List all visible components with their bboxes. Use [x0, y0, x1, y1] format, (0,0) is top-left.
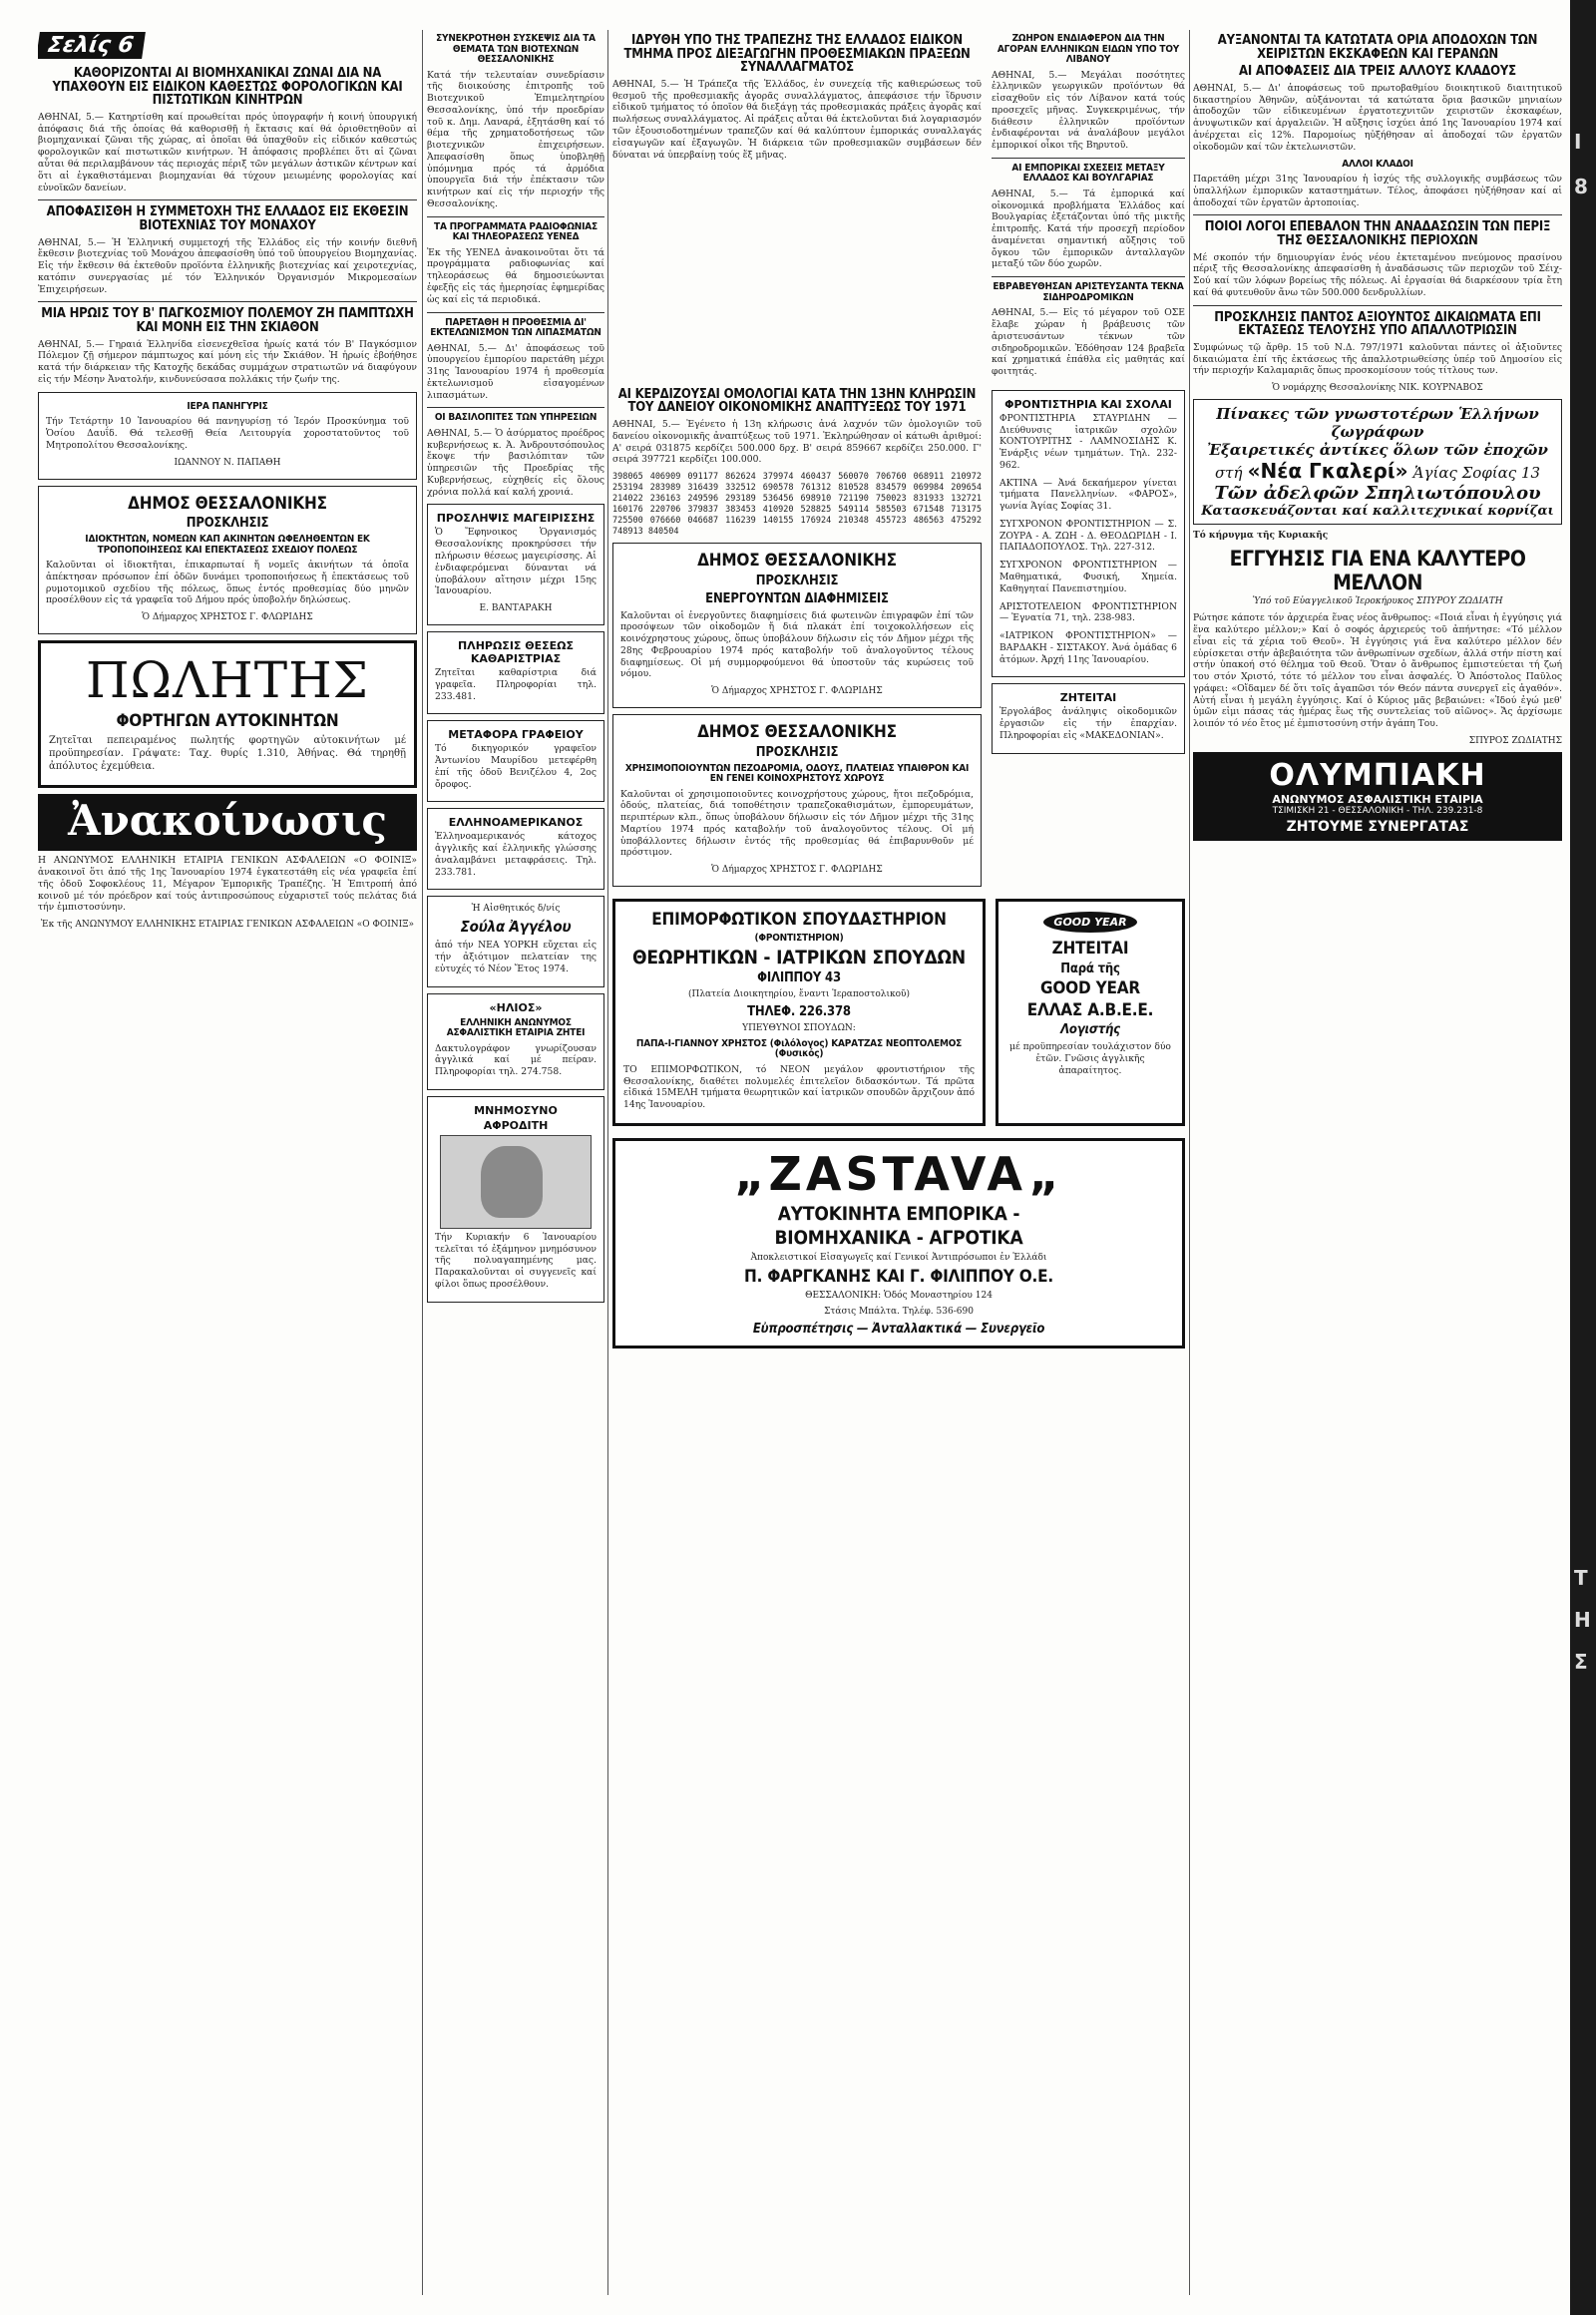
- article-title: ΠΑΡΕΤΑΘΗ Η ΠΡΟΘΕΣΜΙΑ ΔΙ' ΕΚΤΕΛΩΝΙΣΜΟΝ ΤΩΝ ΛΙΠΑΣΜΑΤΩΝ: [430, 316, 601, 339]
- ad-title: ΖΗΤΕΙΤΑΙ: [1051, 939, 1129, 960]
- list-item: ΣΥΓΧΡΟΝΟΝ ΦΡΟΝΤΙΣΤΗΡΙΟΝ — Σ. ΖΟΥΡΑ - Α. ΖΩΗ - Δ. ΘΕΟΔΩΡΙΔΗ - Ι. ΠΑΠΑΔΟΠΟΥΛΟΣ. Τηλ. 227-312.: [999, 518, 1177, 554]
- ad-zastava: [612, 1138, 1185, 1349]
- gallery-line: Πίνακες τῶν γνωστοτέρων Ἑλλήνων ζωγράφων: [1216, 405, 1539, 442]
- notice-dimos-1: [612, 543, 982, 708]
- ad-metafora: [427, 720, 604, 802]
- notice-body: Καλοῦνται οἱ ἐνεργοῦντες διαφημίσεις διά φωτεινῶν ἐπιγραφῶν ἐπί τῶν προσόψεων τῶν οἰκοδομῶν ἤ διά πλακάτ ἐπί τοιχοκολλήσεων εἰς κοινόχρηστους χώρους, ὅπως ὑποβάλουν δήλωσιν εἰς τόν Δῆμον μέχρι τῆς 28ης Φεβρουαρίου 1974 πρός καταβολήν τοῦ ἀναλογοῦντος τέλους διαφημίσεως. Οἱ μή συμμορφούμενοι θά ὑποστοῦν τάς κυρώσεις τοῦ νόμου.: [620, 609, 974, 680]
- right-stack: [992, 384, 1185, 893]
- article-body: ΑΘΗΝΑΙ, 5.— Ἡ Τράπεζα τῆς Ἑλλάδος, ἐν συνεχείᾳ τῆς καθιερώσεως τοῦ θεσμοῦ τῆς προθεσμιακῆς ἀγορᾶς συναλλάγματος, ἀπεφάσισε τήν ἵδρυσιν εἰδικοῦ τμήματος τό ὁποῖον θά διεξάγῃ τάς προθεσμιακάς πράξεις ἀγορᾶς καί πωλήσεως συναλλάγματος. Αἱ πράξεις αὗται θά ἐκτελοῦνται διά λογαριασμόν τῶν ἐξουσιοδοτημένων τραπεζῶν καί θά καλύπτουν ἐμπορικάς συναλλαγάς εἰσαγωγῶν καί ἐξαγωγῶν. Ἡ διάρκεια τῶν προθεσμιακῶν συμβάσεων δέν δύναται νά ὑπερβαίνῃ τούς ἕξ μῆνας.: [612, 78, 982, 161]
- goodyear-logo: GOOD YEAR: [1043, 912, 1136, 933]
- ad-body: Τήν Κυριακήν 6 Ἰανουαρίου τελεῖται τό ἑξάμηνον μνημόσυνον τῆς πολυαγαπημένης μας. Παρακαλοῦνται οἱ συγγενεῖς καί φίλοι ὅπως προσέλθουν.: [435, 1231, 597, 1290]
- ad-title: ΙΕΡΑ ΠΑΝΗΓΥΡΙΣ: [187, 400, 268, 412]
- ad-body: Ζητεῖται καθαρίστρια διά γραφεῖα. Πληροφορίαι τηλ. 233.481.: [435, 667, 597, 702]
- ad-body: Ἑλληνοαμερικανός κάτοχος ἀγγλικῆς καί ἑλληνικῆς γλώσσης ἀναλαμβάνει μεταφράσεις. Τηλ. 233.781.: [435, 831, 597, 878]
- ad-title: Ἡ Αἰσθητικός δ/νίς: [471, 904, 561, 915]
- ad-subtitle: ΦΟΡΤΗΓΩΝ ΑΥΤΟΚΙΝΗΤΩΝ: [116, 711, 339, 732]
- article-title: ΕΒΡΑΒΕΥΘΗΣΑΝ ΑΡΙΣΤΕΥΣΑΝΤΑ ΤΕΚΝΑ ΣΙΔΗΡΟΔΡΟΜΙΚΩΝ: [993, 281, 1184, 303]
- column-4: [1193, 30, 1562, 2295]
- adjacent-page-edge: [1570, 0, 1596, 2315]
- article-body: Παρετάθη μέχρι 31ης Ἰανουαρίου ἡ ἰσχύς τῆς συλλογικῆς συμβάσεως τῶν ὑπαλλήλων ἐμπορικῶν καταστημάτων. Τέλος, ἀποφάσει ηὐξήθησαν καί αἱ ἀποδοχαί τῶν ἐργατῶν ἀρτοποιίας.: [1193, 174, 1562, 208]
- article-body: ΑΘΗΝΑΙ, 5.— Δι' ἀποφάσεως τοῦ ὑπουργείου ἐμπορίου παρετάθη μέχρι 31ης Ἰανουαρίου 1974 ἡ προθεσμία ἐκτελωνισμοῦ εἰσαγομένων λιπασμάτων.: [427, 342, 604, 401]
- ad-signature: Ε. ΒΑΝΤΑΡΑΚΗ: [479, 603, 553, 614]
- portrait-image: [440, 1135, 592, 1229]
- ad-address-2: (Πλατεία Διοικητηρίου, ἔναντι Ἱεραποστολικοῦ): [687, 989, 911, 1000]
- column-rule: [1189, 30, 1190, 2295]
- column-3: [612, 30, 1185, 2295]
- notice-subtitle: ΠΡΟΣΚΛΗΣΙΣ: [186, 516, 269, 532]
- ad-panigyris: [38, 392, 417, 480]
- divider: [992, 158, 1185, 159]
- ad-line: Ἀποκλειστικοί Εἰσαγωγεῖς καί Γενικοί Ἀντιπρόσωποι ἐν Ἑλλάδι: [750, 1252, 1047, 1263]
- notice-signature: Ὁ Δήμαρχος ΧΡΗΣΤΟΣ Γ. ΦΛΩΡΙΔΗΣ: [711, 865, 883, 876]
- list-item: ΣΥΓΧΡΟΝΟΝ ΦΡΟΝΤΙΣΤΗΡΙΟΝ — Μαθηματικά, Φυσική, Χημεία. Καθηγηταί Πανεπιστημίου.: [999, 560, 1177, 594]
- ad-address: ΤΣΙΜΙΣΚΗ 21 - ΘΕΣΣΑΛΟΝΙΚΗ - ΤΗΛ. 239.231-8: [1272, 805, 1483, 816]
- bank-article: [612, 30, 982, 384]
- notice-title: ΔΗΜΟΣ ΘΕΣΣΑΛΟΝΙΚΗΣ: [697, 551, 897, 572]
- article-title: ΟΙ ΒΑΣΙΛΟΠΙΤΕΣ ΤΩΝ ΥΠΗΡΕΣΙΩΝ: [434, 412, 598, 424]
- ad-names: ΠΑΠΑ-Ι-ΓΙΑΝΝΟΥ ΧΡΗΣΤΟΣ (Φιλόλογος) ΚΑΡΑΤΖΑΣ ΝΕΟΠΤΟΛΕΜΟΣ (Φυσικός): [635, 1037, 963, 1060]
- ad-anakoinosis-body: Η ΑΝΩΝΥΜΟΣ ΕΛΛΗΝΙΚΗ ΕΤΑΙΡΙΑ ΓΕΝΙΚΩΝ ΑΣΦΑΛΕΙΩΝ «Ο ΦΟΙΝΙΞ» ἀνακοινοῖ ὅτι ἀπό τῆς 1ης Ἰανουαρίου 1974 ἐγκατεστάθη εἰς νέα γραφεῖα ἐπί τῆς ὁδοῦ Σοφοκλέους 11, Μέγαρον Ἐμπορικῆς Τραπέζης. Ἡ Ἐπιτροπή ἀπό κοινοῦ μέ τόν πρόεδρον καί τούς ἀντιπροσώπους εὐχαριστεῖ τούς πελάτας διά τήν ἐμπιστοσύνην.: [38, 855, 417, 914]
- sermon-kicker: Τό κήρυγμα τῆς Κυριακῆς: [1193, 531, 1329, 542]
- edge-char: Σ: [1574, 1650, 1588, 1674]
- divider: [1193, 214, 1562, 215]
- article-title: ΚΑΘΟΡΙΖΟΝΤΑΙ ΑΙ ΒΙΟΜΗΧΑΝΙΚΑΙ ΖΩΝΑΙ ΔΙΑ ΝΑ ΥΠΑΧΘΟΥΝ ΕΙΣ ΕΙΔΙΚΟΝ ΚΑΘΕΣΤΩΣ ΦΟΡΟΛΟΓΙΚΩΝ ΚΑΙ ΠΙΣΤΩΤΙΚΩΝ ΚΙΝΗΤΡΩΝ: [52, 66, 403, 109]
- article-title: ΜΙΑ ΗΡΩΙΣ ΤΟΥ Β' ΠΑΓΚΟΣΜΙΟΥ ΠΟΛΕΜΟΥ ΖΗ ΠΑΜΠΤΩΧΗ ΚΑΙ ΜΟΝΗ ΕΙΣ ΤΗΝ ΣΚΙΑΘΟΝ: [41, 306, 414, 336]
- divider: [427, 216, 604, 217]
- bottom-row: [612, 893, 1185, 1132]
- ad-katharistria: [427, 631, 604, 714]
- edge-char: Η: [1574, 1608, 1591, 1632]
- ad-mnimosyno: [427, 1096, 604, 1303]
- article-body: ΑΘΗΝΑΙ, 5.— Δι' ἀποφάσεως τοῦ πρωτοβαθμίου διοικητικοῦ διαιτητικοῦ δικαστηρίου Ἀθηνῶν, αὐξάνονται τά κατώτατα ὅρια βασικῶν μηνιαίων ἀποδοχῶν τῶν εἰδικευμένων ἐργατοτεχνιτῶν χειριστῶν ἐκσκαφέων, ἀνυψωτικῶν καί ἀργαλειῶν. Ἡ αὔξησις ἰσχύει ἀπό 1ης Ἰανουαρίου 1974 καί ἀνέρχεται εἰς 12%. Παρομοίως ηὐξήθησαν αἱ ἀποδοχαί τῶν ἐργατῶν οἰκοδομῶν καί τῶν ἐκτελωνιστῶν.: [1193, 82, 1562, 153]
- section-title: ΦΡΟΝΤΙΣΤΗΡΙΑ ΚΑΙ ΣΧΟΛΑΙ: [1004, 397, 1172, 411]
- notice-subtitle-2: ΕΝΕΡΓΟΥΝΤΩΝ ΔΙΑΦΗΜΙΣΕΙΣ: [705, 590, 889, 606]
- ad-title: ΜΕΤΑΦΟΡΑ ΓΡΑΦΕΙΟΥ: [448, 728, 584, 742]
- ad-epimorfotikon: [612, 899, 986, 1126]
- ad-title: ΖΗΤΕΙΤΑΙ: [1059, 691, 1117, 705]
- list-item: ΦΡΟΝΤΙΣΤΗΡΙΑ ΣΤΑΥΡΙΔΗΝ — Διεύθυνσις ἰατρικῶν σχολῶν ΚΟΝΤΟΥΡΙΤΗΣ - ΛΑΜΝΟΣΙΔΗΣ Κ. Ἐνάρξις νέων τμημάτων. Τηλ. 232-962.: [999, 412, 1177, 471]
- edge-char: Ι: [1574, 130, 1582, 154]
- notice-subtitle-2: ΙΔΙΟΚΤΗΤΩΝ, ΝΟΜΕΩΝ ΚΑΠ ΑΚΙΝΗΤΩΝ ΩΦΕΛΗΘΕΝΤΩΝ ΕΚ ΤΡΟΠΟΠΟΙΗΣΕΩΣ ΚΑΙ ΕΠΕΚΤΑΣΕΩΣ ΣΧΕΔΙΟΥ ΠΟΛΕΩΣ: [85, 534, 370, 556]
- notice-subtitle: ΠΡΟΣΚΛΗΣΙΣ: [755, 574, 839, 589]
- article-subhead: ΑΛΛΟΙ ΚΛΑΔΟΙ: [1342, 158, 1413, 170]
- lottery-numbers: 398065 406909 091177 862624 379974 460437 560070 706760 068911 210972 253194 283989 316439 332512 690578 761312 810528 834579 069984 209654 214022 236163 249596 293189 536456 698910 721190 750023 831933 132721 160176 220706 379837 383453 410920 528825 549114 585503 671548 713175 725500 076660 046687 116239 140155 176924 210348 455723 486563 475292 748913 840504: [612, 472, 982, 537]
- ad-phone: ΤΗΛΕΦ. 226.378: [747, 1004, 851, 1020]
- article-body: Κατά τήν τελευταίαν συνεδρίασιν τῆς διοικούσης ἐπιτροπῆς τοῦ Βιοτεχνικοῦ Ἐπιμελητηρίου Θεσσαλονίκης, ὑπό τήν προεδρίαν τοῦ κ. Δημ. Λαναρά, ἐξητάσθη καί τό θέμα τῆς χρηματοδοτήσεως τῶν βιοτεχνικῶν ἐπιχειρήσεων. Ἀπεφασίσθη ὅπως ὑποβληθῇ ὑπόμνημα πρός τά ἁρμόδια ὑπουργεῖα διά τήν ἐπέκτασιν τῶν κινήτρων καί εἰς τήν περιοχήν τῆς Θεσσαλονίκης.: [427, 69, 604, 209]
- column-rule: [607, 30, 608, 2295]
- ad-subtitle: ΕΛΛΗΝΙΚΗ ΑΝΩΝΥΜΟΣ ΑΣΦΑΛΙΣΤΙΚΗ ΕΤΑΙΡΙΑ ΖΗΤΕΙ: [446, 1016, 586, 1038]
- notice-subtitle: ΠΡΟΣΚΛΗΣΙΣ: [755, 744, 839, 760]
- frontistiria-box: [992, 390, 1185, 678]
- ad-body: Τήν Τετάρτην 10 Ἰανουαρίου θά πανηγυρίσῃ τό Ἱερόν Προσκύνημα τοῦ Ὁσίου Δαυΐδ. Θά τελεσθῇ Θεία Λειτουργία χοροστατοῦντος τοῦ Μητροπολίτου Θεσσαλονίκης.: [46, 416, 409, 451]
- notice-body: Καλοῦνται οἱ χρησιμοποιοῦντες κοινοχρήστους χώρους, ἤτοι πεζοδρόμια, ὁδούς, πλατείας, διά τοποθέτησιν τραπεζοκαθισμάτων, ἐμπορευμάτων, περιπτέρων κλπ., ὅπως ὑποβάλουν δήλωσιν εἰς τόν Δῆμον μέχρι τῆς 31ης Μαρτίου 1974 πρός καταβολήν τοῦ ἀναλογοῦντος τέλους. Οἱ μή ὑποβάλλοντες δήλωσιν ἐντός τῆς προθεσμίας θά ἐπιβαρυνθοῦν μέ πρόστιμον.: [620, 788, 974, 859]
- olympiaki-logo: ΟΛΥΜΠΙΑΚΗ: [1269, 757, 1486, 793]
- ad-subtitle-2: ΘΕΩΡΗΤΙΚΩΝ - ΙΑΤΡΙΚΩΝ ΣΠΟΥΔΩΝ: [632, 946, 966, 968]
- ad-subtitle: ΑΝΩΝΥΜΟΣ ΑΣΦΑΛΙΣΤΙΚΗ ΕΤΑΙΡΙΑ: [1272, 792, 1483, 806]
- ad-line: ΒΙΟΜΗΧΑΝΙΚΑ - ΑΓΡΟΤΙΚΑ: [774, 1226, 1023, 1249]
- ad-body: Ὁ Ἔφηνοικος Ὁργανισμός Θεσσαλονίκης προκηρύσσει τήν πλήρωσιν θέσεως μαγειρίσσης. Αἱ ἐνδιαφερόμεναι δύνανται νά ὑποβάλουν αἴτησιν μέχρι 15ης Ἰανουαρίου.: [435, 527, 597, 597]
- ad-body: ΤΟ ΕΠΙΜΟΡΦΩΤΙΚΟΝ, τό ΝΕΟΝ μεγάλον φροντιστήριον τῆς Θεσσαλονίκης, διαθέτει πολυμελές ἐπιτελεῖον διδασκόντων. Τά πρῶτα εἰδικά 15ΜΕΛΗ τμήματα θεωρητικῶν καί ἰατρικῶν σπουδῶν ἄρχιζουν ἀπό 14ης Ἰανουαρίου.: [623, 1063, 975, 1111]
- divider: [427, 312, 604, 313]
- gallery-line: [1201, 459, 1554, 483]
- ad-olympiaki: [1193, 752, 1562, 841]
- article-body: ΑΘΗΝΑΙ, 5.— Τά ἐμπορικά καί οἰκονομικά προβλήματα Ἑλλάδος καί Βουλγαρίας ἐξετάζονται ὑπό τῆς μικτῆς ἐπιτροπῆς. Κατά τήν προσεχῆ περίοδον ἀναμένεται σημαντική αὔξησις τοῦ ὄγκου τῶν ἐμπορικῶν ἀνταλλαγῶν μεταξύ τῶν δύο χωρῶν.: [992, 188, 1185, 270]
- article-title: ΑΥΞΑΝΟΝΤΑΙ ΤΑ ΚΑΤΩΤΑΤΑ ΟΡΙΑ ΑΠΟΔΟΧΩΝ ΤΩΝ ΧΕΙΡΙΣΤΩΝ ΕΚΣΚΑΦΕΩΝ ΚΑΙ ΓΕΡΑΝΩΝ: [1217, 33, 1538, 62]
- ad-line: ΘΕΣΣΑΛΟΝΙΚΗ: Ὁδός Μοναστηρίου 124: [805, 1290, 993, 1301]
- ad-signature: ΙΩΑΝΝΟΥ Ν. ΠΑΠΑΘΗ: [174, 457, 281, 468]
- column-rule: [422, 30, 423, 2295]
- ad-line: Λογιστής: [1060, 1022, 1120, 1038]
- article-body: ΑΘΗΝΑΙ, 5.— Ἐγένετο ἡ 13η κλήρωσις ἀνά λαχνόν τῶν ὁμολογιῶν τοῦ δανείου οἰκονομικῆς ἀναπτύξεως τοῦ 1971. Ἐκληρώθησαν οἱ κάτωθι ἀριθμοί: Α' σειρά 031875 κερδίζει 500.000 δρχ. Β' σειρά 859667 κερδίζει 250.000. Γ' σειρά 397721 κερδίζει 100.000.: [612, 419, 982, 466]
- article-body: ΑΘΗΝΑΙ, 5.— Γηραιά Ἑλληνίδα εἰσενεχθεῖσα ἡρωίς κατά τόν Β' Παγκόσμιον Πόλεμον ζῇ σήμερον πάμπτωχος καί μόνη εἰς τήν Σκιάθον. Ἡ ἡρωίς ἐβοήθησε κατά τήν διάρκειαν τῆς Κατοχῆς δεκάδας συμμάχων στρατιωτῶν νά διαφύγουν εἰς τήν Μέσην Ἀνατολήν, κινδυνεύσασα πολλάκις τήν ζωήν της.: [38, 338, 417, 385]
- sermon-title: ΕΓΓΥΗΣΙΣ ΓΙΑ ΕΝΑ ΚΑΛΥΤΕΡΟ ΜΕΛΛΟΝ: [1229, 547, 1526, 595]
- article-body: Ἐκ τῆς ΥΕΝΕΔ ἀνακοινοῦται ὅτι τά προγράμματα ραδιοφωνίας καί τηλεοράσεως θά δημοσιεύωνται ἐφεξῆς εἰς τάς ἡμερησίας ἐφημερίδας ὡς καί εἰς τά περιοδικά.: [427, 246, 604, 305]
- ad-title: «ΗΛΙΟΣ»: [489, 1000, 543, 1014]
- article-body: ΑΘΗΝΑΙ, 5.— Εἰς τό μέγαρον τοῦ ΟΣΕ ἔλαβε χώραν ἡ βράβευσις τῶν ἀριστευσάντων τέκνων τῶν σιδηροδρομικῶν. Ἐδόθησαν 124 βραβεῖα καί χρηματικά ἐπάθλα εἰς μαθητάς καί φοιτητάς.: [992, 307, 1185, 378]
- ad-body: Τό δικηγορικόν γραφεῖον Ἀντωνίου Μαυρίδου μετεφέρθη ἐπί τῆς ὁδοῦ Βενιζέλου 4, 2ος ὄροφος.: [435, 743, 597, 790]
- zastava-logo: „ZASTAVA„: [734, 1146, 1063, 1201]
- divider: [992, 276, 1185, 277]
- notice-body: Καλοῦνται οἱ ἰδιοκτῆται, ἐπικαρπωταί ἤ νομεῖς ἀκινήτων τά ὁποῖα ἀπέκτησαν πρόσωπον ἐπί ὁδῶν δυνάμει τροποποιήσεως ἤ ἐπεκτάσεως τοῦ ρυμοτομικοῦ σχεδίου τῆς πόλεως, ὅπως ἐντός προθεσμίας δύο μηνῶν προσέλθουν εἰς τά γραφεῖα τοῦ Δήμου πρός ὑποβολήν δηλώσεως.: [46, 560, 409, 606]
- notice-dimos: [38, 486, 417, 635]
- article-body: ΑΘΗΝΑΙ, 5.— Μεγάλαι ποσότητες ἑλληνικῶν γεωργικῶν προϊόντων θά εἰσαχθοῦν εἰς τόν Λίβανον κατά τούς προσεχεῖς μῆνας. Συγκεκριμένως, τήν διάθεσιν ἑλληνικῶν προϊόντων ἐνδιαφέρονται νά ἀναλάβουν μεγάλοι ἐμπορικοί οἶκοι τῆς Βηρυτοῦ.: [992, 69, 1185, 152]
- ad-polites: [38, 640, 417, 788]
- ad-gallery: [1193, 399, 1562, 525]
- ad-name: ΑΦΡΟΔΙΤΗ: [483, 1118, 549, 1132]
- article-title: ΠΟΙΟΙ ΛΟΓΟΙ ΕΠΕΒΑΛΟΝ ΤΗΝ ΑΝΑΔΑΣΩΣΙΝ ΤΩΝ ΠΕΡΙΞ ΤΗΣ ΘΕΣΣΑΛΟΝΙΚΗΣ ΠΕΡΙΟΧΩΝ: [1204, 219, 1551, 248]
- left-stack: [612, 384, 982, 893]
- divider: [427, 407, 604, 408]
- article-body: ΑΘΗΝΑΙ, 5.— Ἡ Ἑλληνική συμμετοχή τῆς Ἑλλάδος εἰς τήν κοινήν διεθνῆ ἔκθεσιν βιοτεχνίας τοῦ Μονάχου ἀπεφασίσθη ὑπό τοῦ ὑπουργείου Βιομηχανίας. Εἰς τήν ἔκθεσιν θά ἐκτεθοῦν προϊόντα ἑλληνικῆς βιοτεχνίας καί χειροτεχνίας, κατόπιν συνεργασίας μέ τόν Ἑλληνικόν Ὀργανισμόν Μικρομεσαίων Ἐπιχειρήσεων.: [38, 236, 417, 295]
- gallery-word: στή: [1214, 464, 1243, 483]
- sermon-byline: Ὑπό τοῦ Εὐαγγελικοῦ Ἱεροκήρυκος ΣΠΥΡΟΥ ΖΩΔΙΑΤΗ: [1252, 596, 1503, 607]
- column-1: [38, 30, 417, 2295]
- list-item: ΑΡΙΣΤΟΤΕΛΕΙΟΝ ΦΡΟΝΤΙΣΤΗΡΙΟΝ — Ἐγνατία 71, τηλ. 238-983.: [999, 600, 1177, 624]
- ad-ellinoamerikanos: [427, 808, 604, 890]
- divider: [38, 301, 417, 302]
- notice-title: ΠΡΟΣΚΛΗΣΙΣ ΠΑΝΤΟΣ ΑΞΙΟΥΝΤΟΣ ΔΙΚΑΙΩΜΑΤΑ ΕΠΙ ΕΚΤΑΣΕΩΣ ΤΕΛΟΥΣΗΣ ΥΠΟ ΑΠΑΛΛΟΤΡΙΩΣΙΝ: [1214, 309, 1541, 339]
- sermon-body: Ρώτησε κάποτε τόν ἀρχιερέα ἕνας νέος ἄνθρωπος: «Ποιά εἶναι ἡ ἐγγύησις γιά ἕνα καλύτερο μέλλον;» Καί ὁ σοφός ἀρχιερεύς τοῦ ἀπήντησε: «Τό μέλλον εἶναι εἰς τά χέρια τοῦ Θεοῦ». Ἡ ἐγγύησις γιά ἕνα καλύτερο μέλλον δέν εὑρίσκεται στήν ἀβεβαιότητα τῶν ἀνθρωπίνων σχεδίων, ἀλλά στήν πίστη καί στήν ὑπακοή στό θέλημα τοῦ Θεοῦ. Ὅταν ὁ ἄνθρωπος ἐμπιστεύεται τή ζωή του στόν Χριστό, τότε τό μέλλον του εἶναι ἀσφαλές. Ὁ Ἀπόστολος Παῦλος γράφει: «Οἴδαμεν δέ ὅτι τοῖς ἀγαπῶσι τόν Θεόν πάντα συνεργεῖ εἰς ἀγαθόν». Αὐτή εἶναι ἡ μεγάλη ἐγγύησις. Καί ὁ Κύριος μᾶς βεβαιώνει: «Ἰδού ἐγώ μεθ' ὑμῶν εἰμι πάσας τάς ἡμέρας ἕως τῆς συντελείας τοῦ αἰῶνος». Ἄς ἀρχίσωμε λοιπόν τό νέο ἔτος μέ ἐμπιστοσύνη στήν ἀγάπη Του.: [1193, 612, 1562, 730]
- article-title: ΤΑ ΠΡΟΓΡΑΜΜΑΤΑ ΡΑΔΙΟΦΩΝΙΑΣ ΚΑΙ ΤΗΛΕΟΡΑΣΕΩΣ ΥΕΝΕΔ: [434, 220, 598, 243]
- article-body: ΑΘΗΝΑΙ, 5.— Κατηρτίσθη καί προωθείται πρός ὑπογραφήν ἡ κοινή ὑπουργική ἀπόφασις διά τῆς ὁποίας θά καθορισθῇ ἡ ἔκτασις καί θά ὁριοθετηθοῦν αἱ βιομηχανικαί ζῶναι τῆς χώρας, αἱ ὁποῖαι θά ὑπαχθοῦν εἰς εἰδικόν καθεστώς φορολογικῶν καί πιστωτικῶν κινήτρων. Ἡ ἀπόφασις προβλέπει ὅτι αἱ ζῶναι αὗται θά περιλαμβάνουν τάς περιοχάς πέριξ τῶν μεγάλων ἀστικῶν κέντρων καί ὅτι αἱ ἐγκαθιστάμεναι βιομηχανίαι θά τύχουν μειωμένης φορολογίας καί εὐνοϊκῶν δανείων.: [38, 111, 417, 193]
- ad-line: ΑΥΤΟΚΙΝΗΤΑ ΕΜΠΟΡΙΚΑ -: [777, 1202, 1020, 1225]
- ad-cta: ΖΗΤΟΥΜΕ ΣΥΝΕΡΓΑΤΑΣ: [1286, 818, 1469, 835]
- ad-resp-label: ΥΠΕΥΘΥΝΟΙ ΣΠΟΥΔΩΝ:: [742, 1022, 856, 1033]
- notice-dimos-2: [612, 714, 982, 887]
- divider: [1193, 305, 1562, 306]
- gallery-name: «Νέα Γκαλερί»: [1247, 459, 1408, 484]
- notice-signature: Ὁ Δήμαρχος ΧΡΗΣΤΟΣ Γ. ΦΛΩΡΙΔΗΣ: [142, 612, 313, 623]
- ad-title: ΕΛΛΗΝΟΑΜΕΡΙΚΑΝΟΣ: [448, 816, 584, 830]
- notice-title: ΔΗΜΟΣ ΘΕΣΣΑΛΟΝΙΚΗΣ: [128, 493, 327, 514]
- gallery-address: Ἁγίας Σοφίας 13: [1412, 464, 1541, 483]
- ad-title: ΠΛΗΡΩΣΙΣ ΘΕΣΕΩΣ ΚΑΘΑΡΙΣΤΡΙΑΣ: [457, 639, 575, 666]
- article-title: ΣΥΝΕΚΡΟΤΗΘΗ ΣΥΣΚΕΨΙΣ ΔΙΑ ΤΑ ΘΕΜΑΤΑ ΤΩΝ ΒΙΟΤΕΧΝΩΝ ΘΕΣΣΑΛΟΝΙΚΗΣ: [436, 33, 596, 65]
- ad-line: GOOD YEAR: [1040, 977, 1140, 998]
- ad-name: Σούλα Ἀγγέλου: [460, 918, 572, 937]
- side-articles: [992, 30, 1185, 384]
- article-title: ΑΠΟΦΑΣΙΣΘΗ Η ΣΥΜΜΕΤΟΧΗ ΤΗΣ ΕΛΛΑΔΟΣ ΕΙΣ ΕΚΘΕΣΙΝ ΒΙΟΤΕΧΝΙΑΣ ΤΟΥ ΜΟΝΑΧΟΥ: [46, 204, 409, 233]
- ad-goodyear: [996, 899, 1185, 1126]
- edge-char: 8: [1574, 175, 1588, 198]
- notice-signature: Ὁ Δήμαρχος ΧΡΗΣΤΟΣ Γ. ΦΛΩΡΙΔΗΣ: [711, 686, 883, 697]
- ad-line: Π. ΦΑΡΓΚΑΝΗΣ ΚΑΙ Γ. ΦΙΛΙΠΠΟΥ Ο.Ε.: [743, 1266, 1054, 1287]
- gallery-line: Κατασκευάζονται καί καλλιτεχνικαί κορνίζαι: [1201, 504, 1554, 520]
- notice-subtitle-2: ΧΡΗΣΙΜΟΠΟΙΟΥΝΤΩΝ ΠΕΖΟΔΡΟΜΙΑ, ΟΔΟΥΣ, ΠΛΑΤΕΙΑΣ ΥΠΑΙΘΡΟΝ ΚΑΙ ΕΝ ΓΕΝΕΙ ΚΟΙΝΟΧΡΗΣΤΟΥΣ ΧΩΡΟΥΣ: [624, 762, 970, 785]
- ad-body: Δακτυλογράφον γνωρίζουσαν ἀγγλικά καί μέ πείραν. Πληροφορίαι τηλ. 274.758.: [435, 1042, 597, 1078]
- ad-aisthitikos: [427, 896, 604, 986]
- ad-body: μέ προϋπηρεσίαν τουλάχιστον δύο ἐτῶν. Γνῶσις ἀγγλικῆς ἀπαραίτητος.: [1009, 1041, 1171, 1076]
- notice-signature: Ὁ νομάρχης Θεσσαλονίκης ΝΙΚ. ΚΟΥΡΝΑΒΟΣ: [1272, 383, 1483, 394]
- article-subtitle: ΑΙ ΑΠΟΦΑΣΕΙΣ ΔΙΑ ΤΡΕΙΣ ΑΛΛΟΥΣ ΚΛΑΔΟΥΣ: [1239, 64, 1516, 80]
- article-title: ΑΙ ΚΕΡΔΙΖΟΥΣΑΙ ΟΜΟΛΟΓΙΑΙ ΚΑΤΑ ΤΗΝ 13ΗΝ ΚΛΗΡΩΣΙΝ ΤΟΥ ΔΑΝΕΙΟΥ ΟΙΚΟΝΟΜΙΚΗΣ ΑΝΑΠΤΥΞΕΩΣ ΤΟΥ 1971: [617, 386, 977, 416]
- ad-zitite: [992, 683, 1185, 753]
- gallery-line: Ἐξαιρετικές ἀντίκες ὅλων τῶν ἐποχῶν: [1207, 441, 1548, 460]
- ad-body: Ζητεῖται πεπειραμένος πωλητής φορτηγῶν αὐτοκινήτων μέ προϋπηρεσίαν. Γράψατε: Ταχ. θυρίς 1.310, Ἀθήνας. Θά τηρηθῇ ἀπόλυτος ἐχεμύθεια.: [49, 734, 406, 772]
- ad-title: ΠΡΟΣΛΗΨΙΣ ΜΑΓΕΙΡΙΣΣΗΣ: [436, 512, 596, 526]
- article-body: Μέ σκοπόν τήν δημιουργίαν ἑνός νέου ἐκτεταμένου πνεύμονος πρασίνου πέριξ τῆς Θεσσαλονίκης ἀπεφασίσθη ἡ ἀναδάσωσις τῶν περιοχῶν τοῦ Σέιχ-Σού καί τῶν λόφων βορείως τῆς πόλεως. Αἱ ἐργασίαι θά διαρκέσουν τρία ἔτη καί θά φυτευθοῦν ἄνω τῶν 500.000 δενδρυλλίων.: [1193, 251, 1562, 298]
- ad-line: ΕΛΛΑΣ Α.Β.Ε.Ε.: [1026, 999, 1154, 1020]
- ad-mageirissa: [427, 504, 604, 625]
- ad-address: ΦΙΛΙΠΠΟΥ 43: [757, 970, 841, 986]
- article-title: ΙΔΡΥΘΗ ΥΠΟ ΤΗΣ ΤΡΑΠΕΖΗΣ ΤΗΣ ΕΛΛΑΔΟΣ ΕΙΔΙΚΟΝ ΤΜΗΜΑ ΠΡΟΣ ΔΙΕΞΑΓΩΓΗΝ ΠΡΟΘΕΣΜΙΑΚΩΝ ΠΡΑΞΕΩΝ ΣΥΝΑΛΛΑΓΜΑΤΟΣ: [623, 33, 971, 76]
- article-title: ΖΩΗΡΟΝ ΕΝΔΙΑΦΕΡΟΝ ΔΙΑ ΤΗΝ ΑΓΟΡΑΝ ΕΛΛΗΝΙΚΩΝ ΕΙΔΩΝ ΥΠΟ ΤΟΥ ΛΙΒΑΝΟΥ: [997, 33, 1180, 65]
- ad-anakoinosis-signature: Ἐκ τῆς ΑΝΩΝΥΜΟΥ ΕΛΛΗΝΙΚΗΣ ΕΤΑΙΡΙΑΣ ΓΕΝΙΚΩΝ ΑΣΦΑΛΕΙΩΝ «Ο ΦΟΙΝΙΞ»: [40, 920, 415, 931]
- ad-anakoinosis-title: Ἀνακοίνωσις: [38, 794, 417, 851]
- ad-subtitle: (ΦΡΟΝΤΙΣΤΗΡΙΟΝ): [754, 933, 844, 945]
- ad-title: ΠΩΛΗΤΗΣ: [85, 651, 370, 710]
- ad-ilios: [427, 993, 604, 1090]
- ad-body: ἀπό τήν ΝΕΑ ΥΟΡΚΗ εὔχεται εἰς τήν ἀξιότιμον πελατείαν της εὐτυχές τό Νέον Ἔτος 1974.: [435, 940, 597, 974]
- ad-body: Ἐργολάβος ἀνάληψις οἰκοδομικῶν ἐργασιῶν εἰς τήν ἐπαρχίαν. Πληροφορίαι εἰς «ΜΑΚΕΔΟΝΙΑΝ».: [999, 706, 1177, 741]
- ad-line: Εὐπροσπέτησις — Ἀνταλλακτικά — Συνεργεῖο: [752, 1321, 1045, 1337]
- ad-line: Στάσις Μπάλτα. Τηλέφ. 536-690: [824, 1306, 974, 1317]
- top-row: [612, 30, 1185, 384]
- page-logo: Σελίς 6: [38, 32, 146, 59]
- article-title: ΑΙ ΕΜΠΟΡΙΚΑΙ ΣΧΕΣΕΙΣ ΜΕΤΑΞΥ ΕΛΛΑΔΟΣ ΚΑΙ ΒΟΥΛΓΑΡΙΑΣ: [1011, 162, 1165, 185]
- list-item: «ΙΑΤΡΙΚΟΝ ΦΡΟΝΤΙΣΤΗΡΙΟΝ» — ΒΑΡΔΑΚΗ - ΣΙΣΤΑΚΟΥ. Ἀνά ὁμάδας 6 ἀτόμων. Ἀρχή 11ης Ἰανουαρίου.: [999, 630, 1177, 665]
- ad-line: Παρά τῆς: [1060, 962, 1120, 977]
- column-2: [427, 30, 604, 2295]
- sermon-signature: ΣΠΥΡΟΣ ΖΩΔΙΑΤΗΣ: [1468, 735, 1562, 746]
- divider: [38, 199, 417, 200]
- notice-title: ΔΗΜΟΣ ΘΕΣΣΑΛΟΝΙΚΗΣ: [697, 722, 897, 743]
- middle-row: [612, 384, 1185, 893]
- list-item: ΑΚΤΙΝΑ — Ἀνά δεκαήμερον γίνεται τμήματα Πανελληνίων. «ΦΑΡΟΣ», γωνία Ἁγίας Σοφίας 31.: [999, 477, 1177, 513]
- notice-body: Συμφώνως τῷ ἄρθρ. 15 τοῦ Ν.Δ. 797/1971 καλοῦνται πάντες οἱ ἀξιοῦντες δικαιώματα ἐπί τῆς ἐκτάσεως τῆς ἀπαλλοτριωθείσης ὑπέρ τοῦ Δημοσίου εἰς τήν περιοχήν Καλαμαριᾶς ὅπως προσκομίσουν τούς τίτλους των.: [1193, 341, 1562, 377]
- article-body: ΑΘΗΝΑΙ, 5.— Ὁ ἀσύρματος προέδρος κυβερνήσεως κ. Ἀ. Ἀνδρουτσόπουλος ἔκοψε τήν βασιλόπιταν τῶν ὑπηρεσιῶν τῆς Προεδρίας τῆς Κυβερνήσεως, εὐχηθείς εἰς ὅλους χρόνια πολλά καί καλή χρονιά.: [427, 427, 604, 498]
- ad-title: ΜΝΗΜΟΣΥΝΟ: [474, 1103, 558, 1117]
- ad-title: ΕΠΙΜΟΡΦΩΤΙΚΟΝ ΣΠΟΥΔΑΣΤΗΡΙΟΝ: [651, 910, 947, 931]
- edge-char: Τ: [1574, 1566, 1588, 1590]
- gallery-line: Τῶν ἀδελφῶν Σπηλιωτόπουλου: [1214, 483, 1541, 505]
